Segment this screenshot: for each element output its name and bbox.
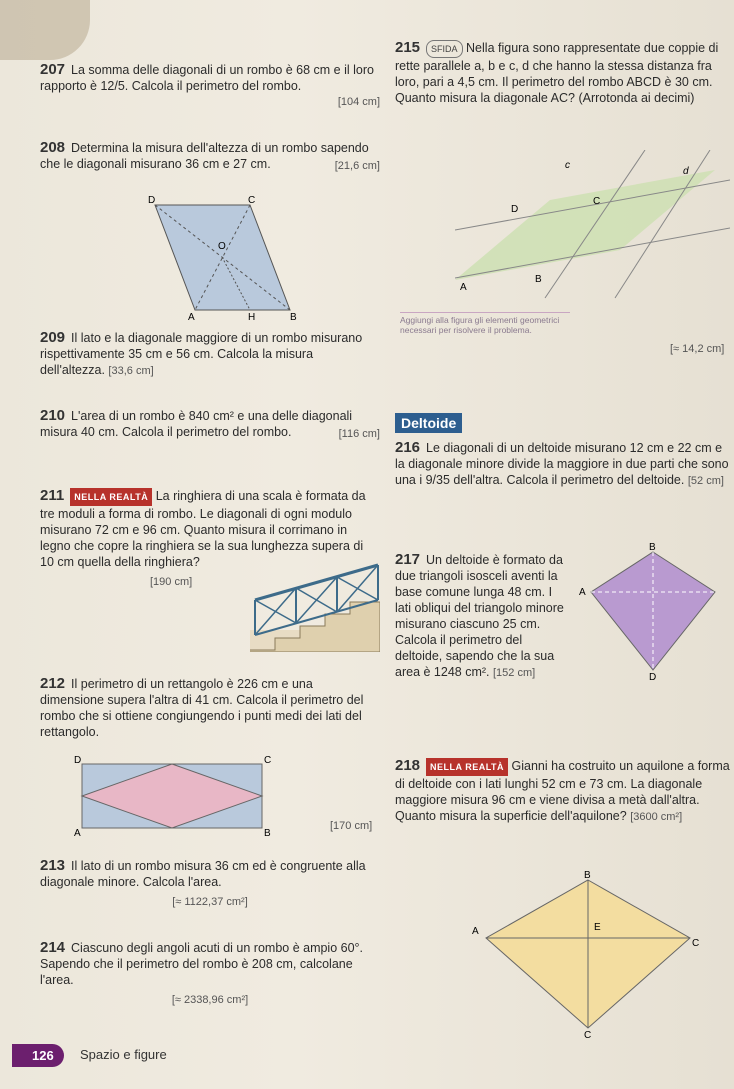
exercise-number: 213 bbox=[40, 857, 66, 874]
exercise-text: L'area di un rombo è 840 cm² e una delle diagonali misura 40 cm. Calcola il perimetro del rombo. bbox=[40, 409, 353, 439]
label-c: C bbox=[264, 756, 272, 766]
exercise-text: Ciascuno degli angoli acuti di un rombo è ampio 60°. Sapendo che il perimetro del rombo è 208 cm, calcolane l'area. bbox=[40, 941, 364, 987]
exercise-number: 212 bbox=[40, 675, 66, 692]
exercise-text: Il lato di un rombo misura 36 cm ed è congruente alla diagonale minore. Calcola l'area. bbox=[40, 859, 366, 889]
answer: [≈ 1122,37 cm²] bbox=[172, 896, 248, 908]
label-b: B bbox=[535, 274, 542, 285]
exercise-208 bbox=[40, 140, 380, 174]
deltoid-figure-217 bbox=[575, 540, 725, 680]
label-h: H bbox=[248, 312, 256, 320]
answer: [152 cm] bbox=[492, 667, 536, 679]
exercise-number: 210 bbox=[40, 407, 66, 424]
label-a: A bbox=[74, 828, 81, 838]
exercise-text: La somma delle diagonali di un rombo è 68 cm e il loro rapporto è 12/5. Calcola il perimetro del rombo. bbox=[40, 63, 374, 93]
answer: [3600 cm²] bbox=[630, 811, 683, 823]
exercise-text: Il lato e la diagonale maggiore di un rombo misurano rispettivamente 35 cm e 56 cm. Calcola la misura dell'altezza. bbox=[40, 331, 363, 377]
label-b: B bbox=[264, 828, 271, 838]
answer-215: [≈ 14,2 cm] bbox=[670, 343, 725, 355]
exercise-text: Gianni ha costruito un aquilone a forma di deltoide con i lati lunghi 52 cm e 73 cm. La diagonale maggiore misura 96 cm e viene divisa a metà dall'altra. Quanto misura la superficie dell'aquilone? bbox=[395, 759, 730, 823]
handrail bbox=[255, 565, 378, 600]
exercise-text: Un deltoide è formato da due triangoli isosceli aventi la base comune lunga 48 cm. I lati obliqui del triangolo minore misurano ciascuno 25 cm. Calcola il perimetro del deltoide, sapendo che la sua area è 1248 cm². bbox=[395, 553, 564, 679]
answer: [104 cm] bbox=[337, 96, 380, 108]
label-d: D bbox=[511, 204, 519, 215]
exercise-209 bbox=[40, 330, 380, 379]
label-a: A bbox=[472, 926, 479, 937]
deltoide-badge: Deltoide bbox=[395, 413, 462, 433]
rectangle-rhombus-figure bbox=[72, 756, 287, 838]
answer: [52 cm] bbox=[687, 475, 724, 487]
label-b: B bbox=[649, 542, 656, 553]
exercise-215 bbox=[395, 40, 730, 106]
exercise-text: Nella figura sono rappresentate due coppie di rette parallele a, b e c, d che hanno la stessa distanza fra loro, pari a 4,5 cm. Il perimetro del rombo ABCD è 30 cm. Quanto misura la diagonale AC? (Arrotonda ai decimi) bbox=[395, 41, 719, 105]
exercise-number: 211 bbox=[40, 487, 65, 504]
nella-realta-tag: NELLA REALTÀ bbox=[70, 488, 152, 506]
exercise-number: 217 bbox=[395, 551, 421, 568]
label-a: A bbox=[579, 587, 586, 598]
answer: [116 cm] bbox=[338, 428, 380, 440]
label-d-line: d bbox=[683, 166, 689, 177]
sfida-tag: SFIDA bbox=[426, 40, 463, 58]
exercise-216 bbox=[395, 440, 730, 489]
exercise-number: 215 bbox=[395, 39, 421, 56]
label-e: E bbox=[594, 922, 601, 933]
answer: [21,6 cm] bbox=[334, 160, 380, 172]
hint-note: Aggiungi alla figura gli elementi geometrici necessari per risolvere il problema. bbox=[400, 312, 570, 335]
exercise-text: Il perimetro di un rettangolo è 226 cm e una dimensione supera l'altra di 41 cm. Calcola il perimetro del rombo che si ottiene congiungendo i punti medi dei lati del rettangolo. bbox=[40, 677, 364, 739]
exercise-213 bbox=[40, 858, 380, 910]
section-title-deltoide bbox=[395, 413, 462, 433]
answer: [≈ 2338,96 cm²] bbox=[171, 994, 249, 1006]
label-o: O bbox=[218, 241, 226, 252]
label-b: B bbox=[584, 870, 591, 881]
answer-212: [170 cm] bbox=[330, 820, 373, 832]
parallel-lines-figure bbox=[455, 150, 730, 300]
nella-realta-tag: NELLA REALTÀ bbox=[426, 758, 508, 776]
footer-section: Spazio e figure bbox=[80, 1047, 167, 1062]
exercise-number: 214 bbox=[40, 939, 66, 956]
answer: [190 cm] bbox=[150, 576, 193, 588]
answer: [33,6 cm] bbox=[108, 365, 154, 377]
exercise-number: 207 bbox=[40, 61, 66, 78]
label-c: C bbox=[248, 195, 256, 206]
exercise-207 bbox=[40, 62, 380, 110]
label-d: D bbox=[74, 756, 82, 766]
label-d: D bbox=[649, 672, 657, 680]
rhombus-figure-208 bbox=[140, 195, 315, 320]
exercise-number: 209 bbox=[40, 329, 66, 346]
kite-figure-218 bbox=[470, 868, 710, 1040]
label-b: B bbox=[290, 312, 297, 320]
railing-figure bbox=[250, 560, 380, 652]
exercise-number: 218 bbox=[395, 757, 421, 774]
label-c-line: c bbox=[565, 160, 570, 171]
exercise-212 bbox=[40, 676, 380, 740]
label-c-right: C bbox=[692, 938, 700, 949]
shaded-rhombus bbox=[455, 170, 715, 280]
exercise-210 bbox=[40, 408, 380, 442]
label-c: C bbox=[593, 196, 601, 207]
exercise-number: 216 bbox=[395, 439, 421, 456]
label-a: A bbox=[188, 312, 195, 320]
exercise-218 bbox=[395, 758, 730, 825]
label-c-bottom: C bbox=[584, 1030, 592, 1040]
label-a: A bbox=[460, 282, 467, 293]
exercise-217 bbox=[395, 552, 570, 681]
exercise-text: Le diagonali di un deltoide misurano 12 cm e 22 cm e la diagonale minore divide la maggiore in due parti che sono una i 9/35 dell'altra. Calcola il perimetro del deltoide. bbox=[395, 441, 729, 487]
exercise-text: Determina la misura dell'altezza di un rombo sapendo che le diagonali misurano 36 cm e 27 cm. bbox=[40, 141, 369, 171]
exercise-number: 208 bbox=[40, 139, 66, 156]
page-number: 126 bbox=[12, 1044, 64, 1067]
exercise-214 bbox=[40, 940, 380, 1008]
label-d: D bbox=[148, 195, 156, 206]
exercise-text: La ringhiera di una scala è formata da tre moduli a forma di rombo. Le diagonali di ogni modulo misurano 72 cm e 96 cm. Quanto misura il corrimano in legno che copre la ringhiera se la sua lunghezza supera di 10 cm quella della ringhiera? bbox=[40, 489, 366, 569]
